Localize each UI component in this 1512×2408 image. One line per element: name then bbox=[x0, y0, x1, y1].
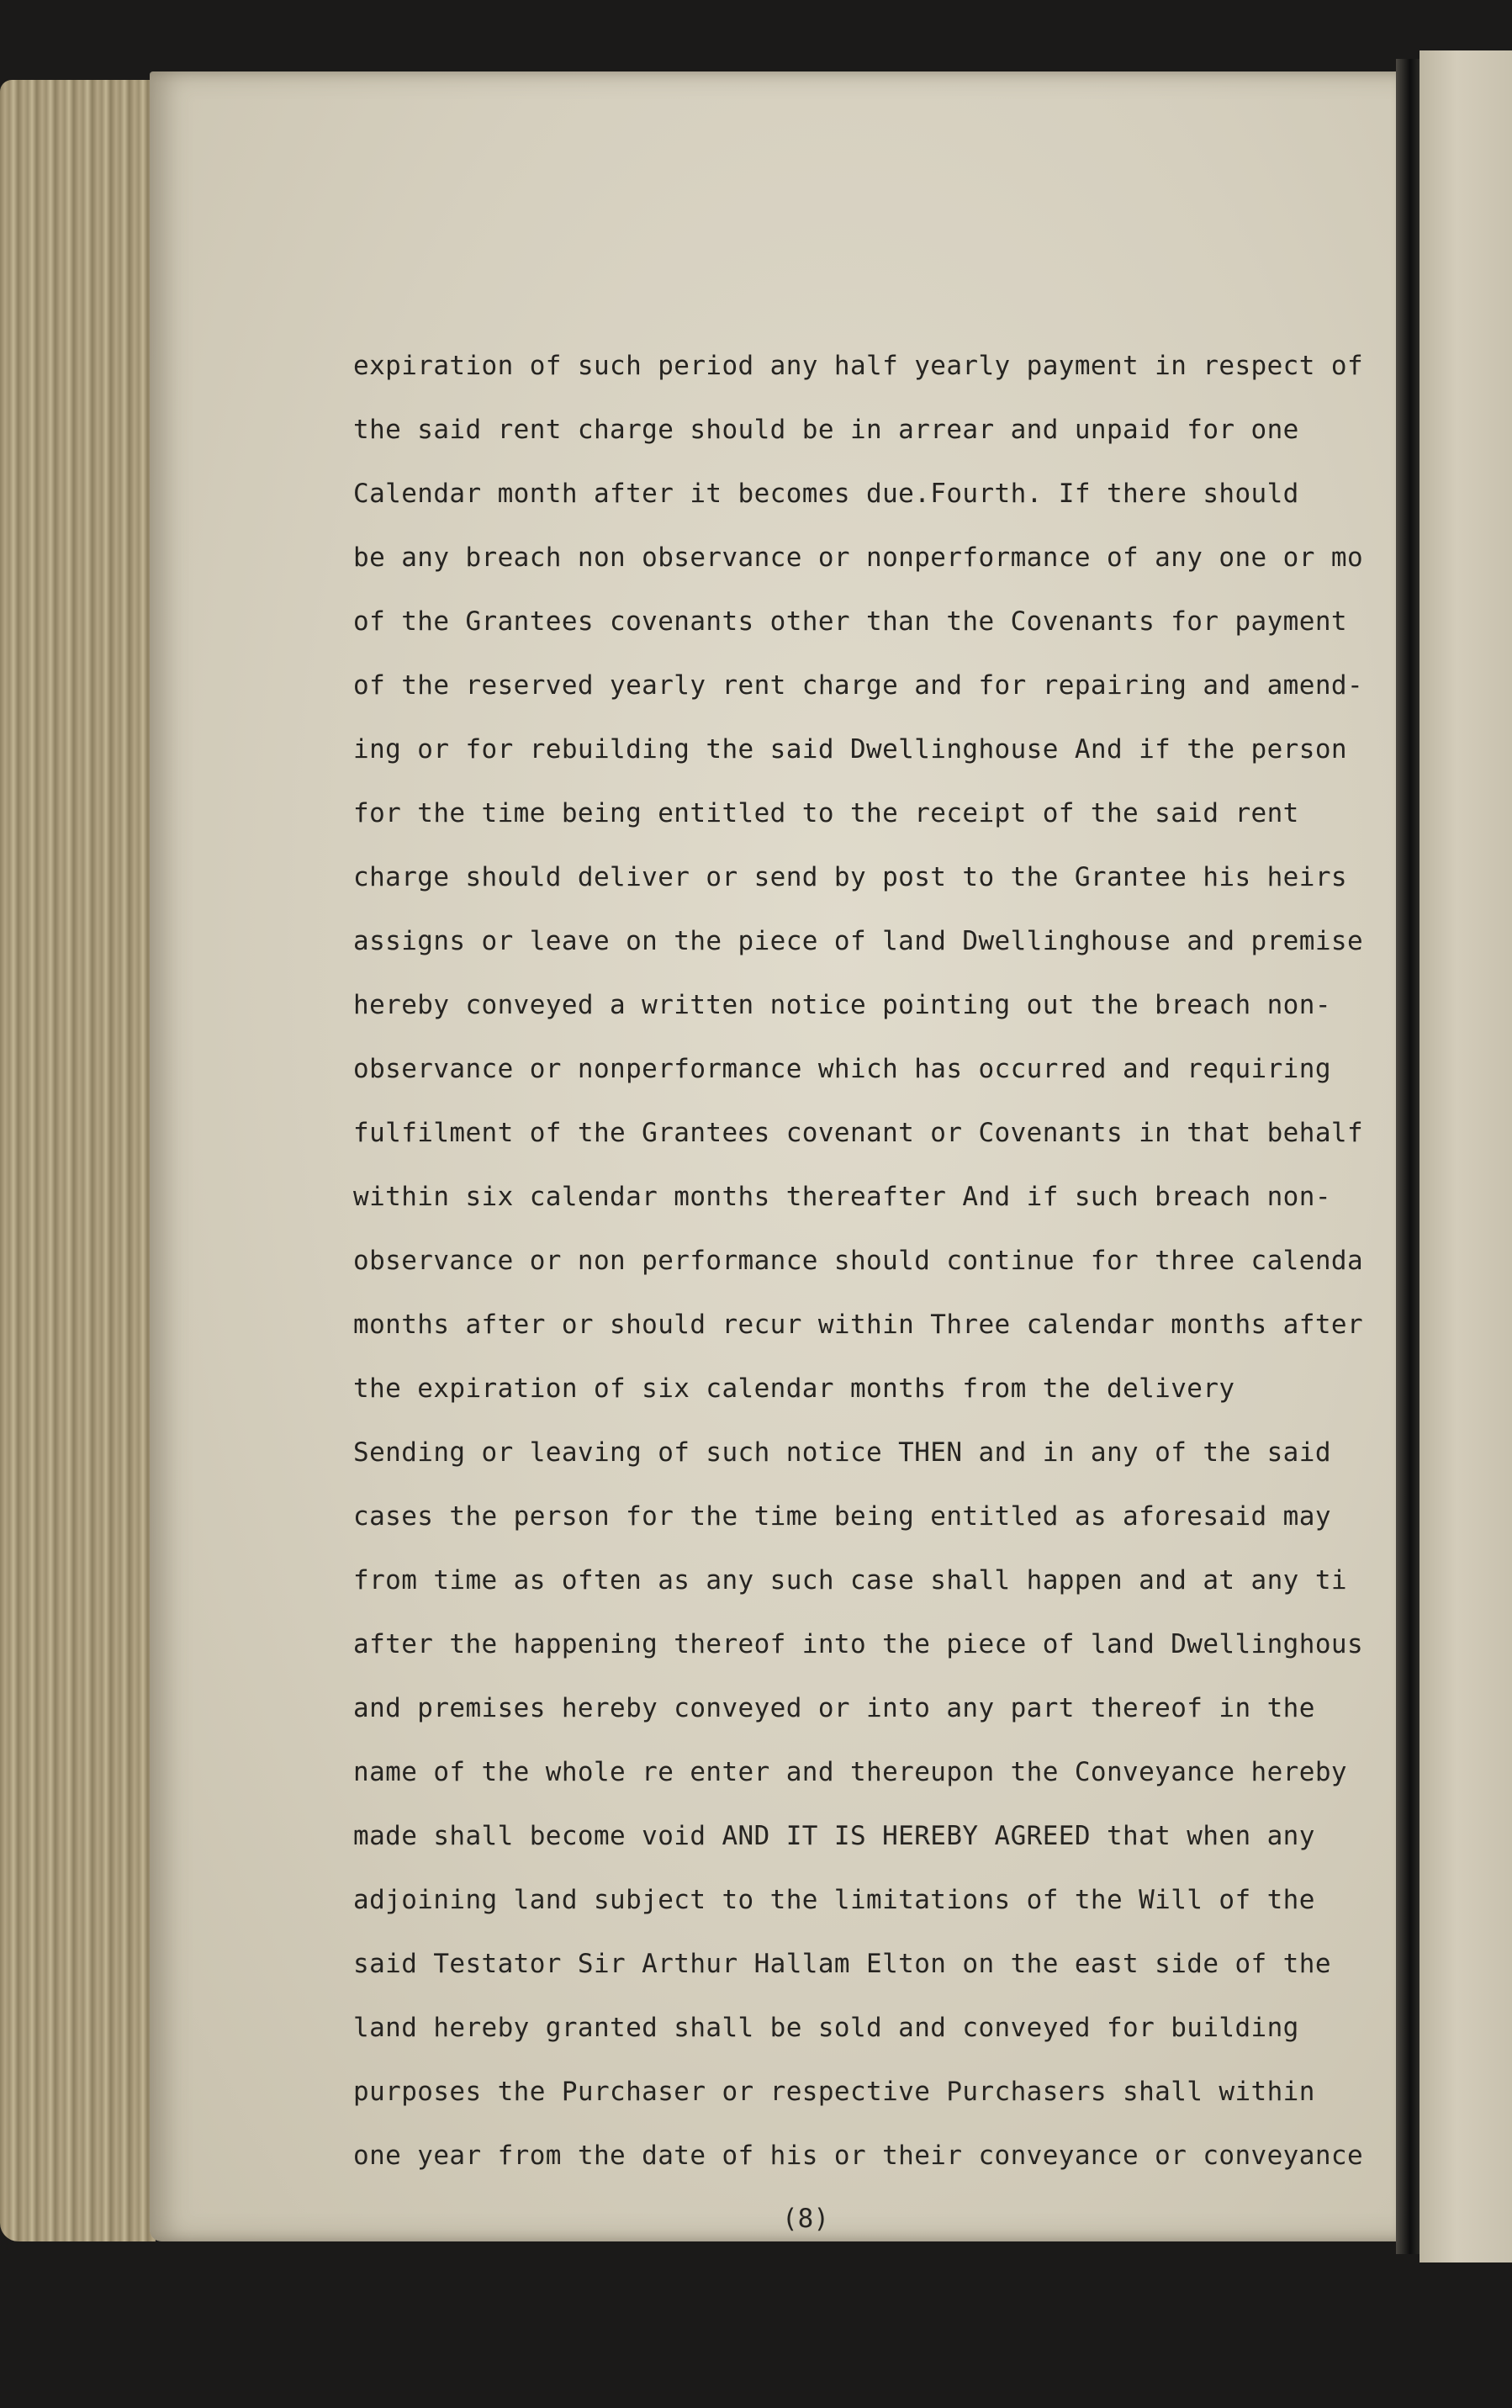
text-line: be any breach non observance or nonperformance of any one or mo bbox=[353, 542, 1364, 573]
text-line: observance or nonperformance which has occurred and requiring bbox=[353, 1054, 1331, 1084]
text-line: Sending or leaving of such notice THEN and in any of the said bbox=[353, 1437, 1331, 1468]
text-line: of the Grantees covenants other than the Covenants for payment bbox=[353, 606, 1347, 637]
text-line: assigns or leave on the piece of land Dwellinghouse and premise bbox=[353, 926, 1364, 956]
text-line: fulfilment of the Grantees covenant or Covenants in that behalf bbox=[353, 1118, 1364, 1148]
text-line: made shall become void AND IT IS HEREBY AGREED that when any bbox=[353, 1821, 1315, 1851]
text-line: for the time being entitled to the receipt of the said rent bbox=[353, 798, 1299, 828]
text-line: purposes the Purchaser or respective Purchasers shall within bbox=[353, 2077, 1315, 2107]
text-line: land hereby granted shall be sold and conveyed for building bbox=[353, 2013, 1299, 2043]
text-line: and premises hereby conveyed or into any part thereof in the bbox=[353, 1693, 1315, 1723]
text-line: expiration of such period any half yearly payment in respect of bbox=[353, 351, 1364, 381]
text-line: of the reserved yearly rent charge and for repairing and amend- bbox=[353, 670, 1364, 701]
text-line: name of the whole re enter and thereupon the Conveyance hereby bbox=[353, 1757, 1347, 1787]
text-line: from time as often as any such case shall happen and at any ti bbox=[353, 1565, 1347, 1596]
text-line: hereby conveyed a written notice pointing out the breach non- bbox=[353, 990, 1331, 1020]
text-line: cases the person for the time being entitled as aforesaid may bbox=[353, 1501, 1331, 1532]
text-line: charge should deliver or send by post to the Grantee his heirs bbox=[353, 862, 1347, 892]
text-line: said Testator Sir Arthur Hallam Elton on the east side of the bbox=[353, 1949, 1331, 1979]
text-line: Calendar month after it becomes due.Fourth. If there should bbox=[353, 479, 1299, 509]
text-line: adjoining land subject to the limitations of the Will of the bbox=[353, 1885, 1315, 1915]
book-gutter bbox=[1396, 59, 1419, 2254]
text-line: ing or for rebuilding the said Dwellinghouse And if the person bbox=[353, 734, 1347, 765]
text-line: months after or should recur within Three calendar months after bbox=[353, 1310, 1364, 1340]
text-line: within six calendar months thereafter And if such breach non- bbox=[353, 1182, 1331, 1212]
text-line: the said rent charge should be in arrear and unpaid for one bbox=[353, 415, 1299, 445]
page-edges bbox=[0, 80, 156, 2241]
text-line: the expiration of six calendar months from the delivery bbox=[353, 1373, 1235, 1404]
text-line: after the happening thereof into the piece of land Dwellinghous bbox=[353, 1629, 1364, 1659]
text-line: observance or non performance should continue for three calenda bbox=[353, 1246, 1364, 1276]
text-line: one year from the date of his or their conveyance or conveyance bbox=[353, 2141, 1364, 2171]
facing-page-edge bbox=[1419, 50, 1512, 2262]
page-number: (8) bbox=[782, 2204, 829, 2234]
